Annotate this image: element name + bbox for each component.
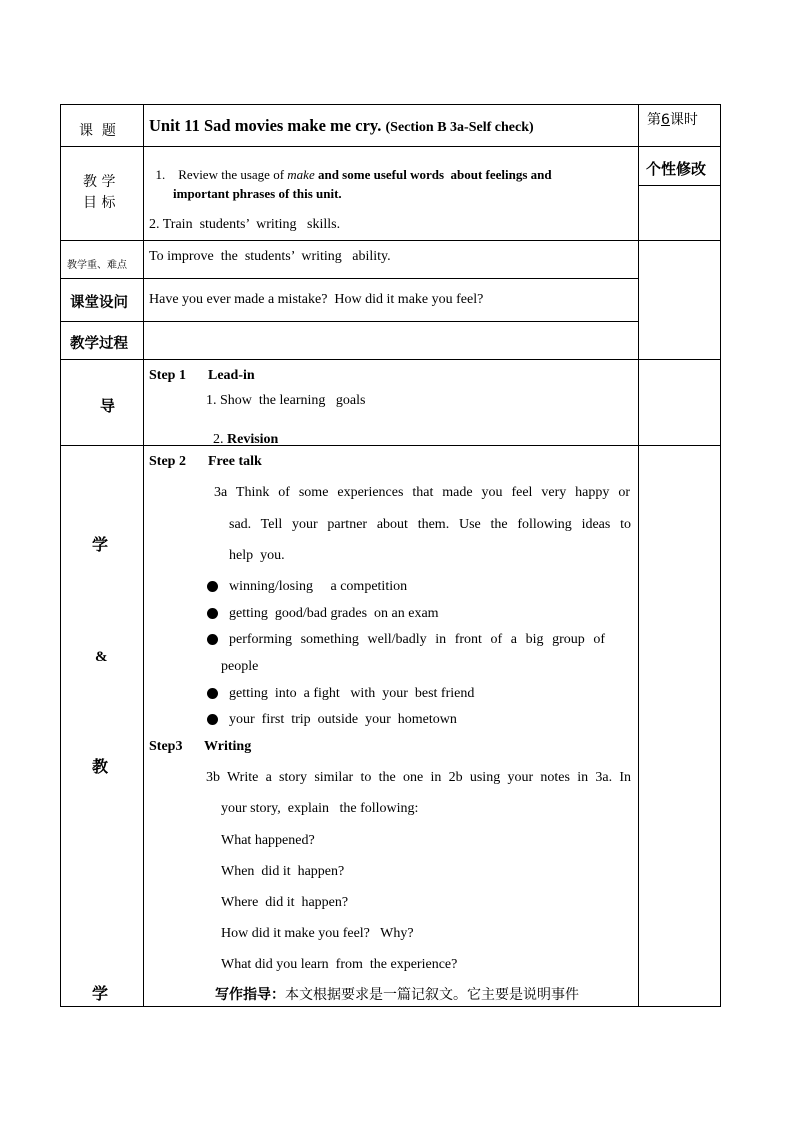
task-3a-line3: help you.: [229, 548, 285, 563]
bullet-icon: [207, 688, 218, 699]
task-3b-line1: 3b Write a story similar to the one in 2b using your notes in 3a. In: [206, 770, 631, 785]
question-2: When did it happen?: [221, 864, 345, 879]
step1-title: Lead-in: [208, 368, 255, 383]
bullet-item-2: getting good/bad grades on an exam: [229, 606, 439, 621]
personal-revision-label: 个性修改: [646, 160, 707, 178]
key-points-text: To improve the students’ writing ability.: [149, 249, 391, 264]
step3-number: Step3: [149, 739, 183, 754]
objective-item-1-rest: and some useful words about feelings and: [314, 167, 552, 182]
bullet-icon: [207, 634, 218, 645]
question-1: What happened?: [221, 833, 315, 848]
learn-label-1: 学: [92, 535, 109, 554]
bullet-icon: [207, 608, 218, 619]
guide-item-2-text: Revision: [227, 432, 279, 447]
guide-label: 导: [100, 397, 116, 415]
bullet-item-3-cont: people: [221, 659, 259, 674]
ampersand-label: &: [95, 649, 108, 665]
guide-item-2: [206, 419, 278, 447]
learn-label-2: 学: [92, 984, 109, 1003]
bullet-item-3: performing something well/badly in front of a big group of: [229, 632, 605, 647]
title-sub: (Section B 3a-Self check): [385, 120, 534, 135]
objectives-label-line1: 教 学: [83, 174, 116, 190]
task-3b-line2: your story, explain the following:: [221, 801, 419, 816]
question-4: How did it make you feel? Why?: [221, 926, 414, 941]
writing-guide: [215, 988, 579, 1002]
objectives-label-line2: 目 标: [83, 195, 116, 211]
page-title: [149, 118, 534, 135]
setup-label: 课堂设问: [70, 295, 128, 311]
writing-guide-text: 本文根据要求是一篇记叙文。它主要是说明事件: [285, 987, 579, 1003]
guide-item-1: 1. Show the learning goals: [206, 393, 366, 408]
step1-number: Step 1: [149, 368, 186, 383]
key-points-label: 教学重、难点: [67, 260, 127, 271]
lesson-suffix: 课时: [669, 112, 698, 128]
lesson-prefix: 第: [647, 112, 661, 128]
bullet-item-1: winning/losing a competition: [229, 579, 408, 594]
objective-item-1-line2: important phrases of this unit.: [173, 186, 342, 201]
bullet-item-4: getting into a fight with your best friend: [229, 686, 475, 701]
bullet-icon: [207, 581, 218, 592]
writing-guide-label: 写作指导：: [215, 987, 285, 1003]
lesson-number: [647, 113, 698, 127]
step2-title: Free talk: [208, 454, 262, 469]
topic-label: 课 题: [79, 123, 116, 139]
objective-item-1-prefix: 1. Review the usage of: [155, 167, 288, 182]
question-3: Where did it happen?: [221, 895, 349, 910]
process-label: 教学过程: [70, 336, 128, 352]
step3-title: Writing: [204, 739, 252, 754]
teach-label: 教: [92, 757, 109, 776]
bullet-icon: [207, 714, 218, 725]
objective-item-1-italic: make: [287, 167, 315, 182]
objective-item-1: [149, 155, 552, 181]
step2-number: Step 2: [149, 454, 186, 469]
guide-item-2-num: 2.: [213, 432, 227, 447]
lesson-number-value: 6: [661, 112, 670, 128]
question-5: What did you learn from the experience?: [221, 957, 458, 972]
task-3a-line1: 3a Think of some experiences that made you feel very happy or: [214, 485, 630, 500]
bullet-item-5: your first trip outside your hometown: [229, 712, 457, 727]
objective-item-2: 2. Train students’ writing skills.: [149, 217, 341, 232]
setup-text: Have you ever made a mistake? How did it make you feel?: [149, 292, 484, 307]
task-3a-line2: sad. Tell your partner about them. Use the following ideas to: [229, 517, 631, 532]
title-main: Unit 11 Sad movies make me cry.: [149, 116, 382, 135]
